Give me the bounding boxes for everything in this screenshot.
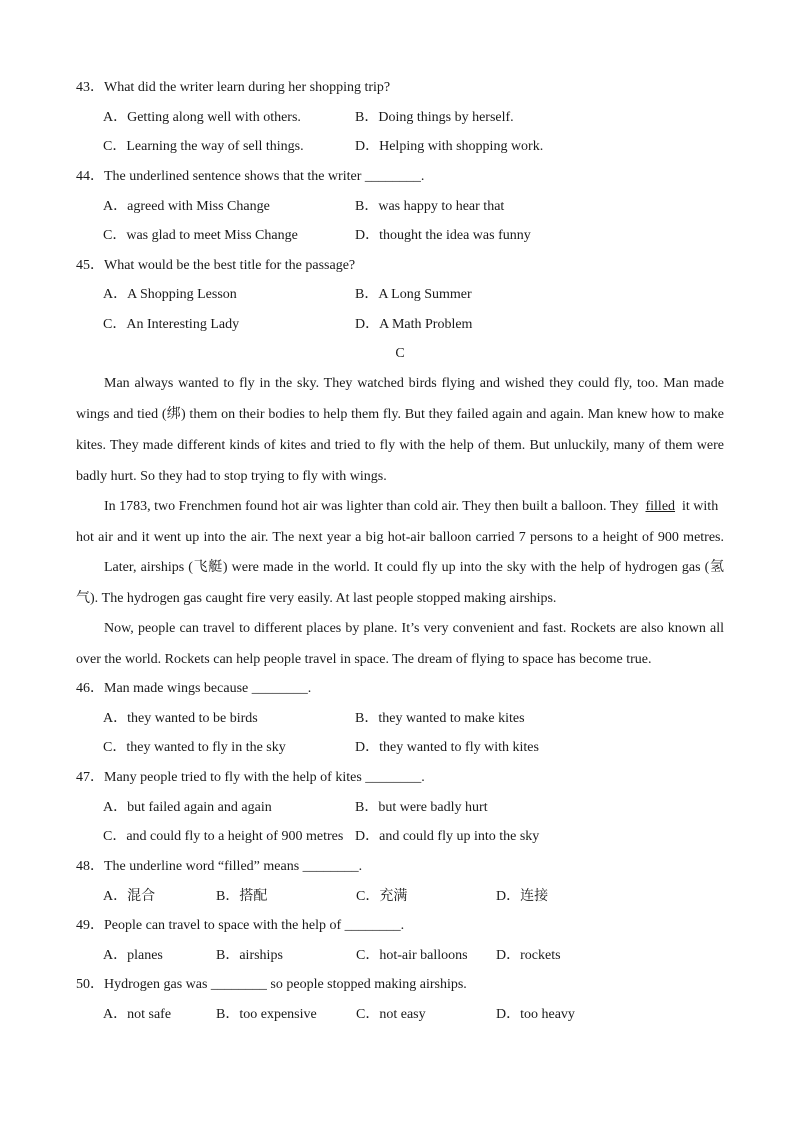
q47-option-c: C．and could fly to a height of 900 metres	[103, 829, 344, 844]
passage-p2-line-1	[104, 498, 724, 516]
question-46: 46．Man made wings because ________.	[76, 681, 312, 696]
q49-option-b: B．airships	[216, 948, 283, 963]
q44-option-c: C．was glad to meet Miss Change	[103, 228, 298, 243]
q45-option-a: A．A Shopping Lesson	[103, 287, 237, 302]
section-heading: C	[395, 346, 405, 361]
q49-option-a: A．planes	[103, 948, 163, 963]
passage-p1-line-1: Man always wanted to fly in the sky. They watched birds flying and wished they could fly, too. Man made	[104, 376, 724, 391]
question-45: 45．What would be the best title for the passage?	[76, 258, 356, 273]
passage-p2-text: In 1783, two Frenchmen found hot air was lighter than cold air. They then built a balloon. They	[104, 499, 639, 514]
q46-option-d: D．they wanted to fly with kites	[355, 740, 539, 755]
passage-p1-line-3: kites. They made different kinds of kites and tried to fly with the help of them. But unluckily, many of them were	[76, 438, 724, 453]
q44-option-b: B．was happy to hear that	[355, 199, 505, 214]
q45-option-c: C．An Interesting Lady	[103, 317, 240, 332]
question-43: 43．What did the writer learn during her shopping trip?	[76, 80, 391, 95]
passage-p1-line-4: badly hurt. So they had to stop trying to fly with wings.	[76, 469, 387, 484]
passage-p3-line-2: 气). The hydrogen gas caught fire very easily. At last people stopped making airships.	[76, 591, 557, 606]
q43-option-c: C．Learning the way of sell things.	[103, 139, 304, 154]
question-48: 48．The underline word “filled” means ________.	[76, 859, 363, 874]
q48-option-b: B．搭配	[216, 889, 268, 904]
question-50: 50．Hydrogen gas was ________ so people stopped making airships.	[76, 977, 467, 992]
q46-option-b: B．they wanted to make kites	[355, 711, 525, 726]
q45-option-d: D．A Math Problem	[355, 317, 473, 332]
passage-p3-line-1: Later, airships (飞艇) were made in the world. It could fly up into the sky with the help of hydrogen gas (氢	[104, 560, 724, 575]
q47-option-b: B．but were badly hurt	[355, 800, 488, 815]
q43-option-a: A．Getting along well with others.	[103, 110, 301, 125]
question-44: 44．The underlined sentence shows that the writer ________.	[76, 169, 425, 184]
q43-option-d: D．Helping with shopping work.	[355, 139, 544, 154]
q46-option-a: A．they wanted to be birds	[103, 711, 258, 726]
q43-option-b: B．Doing things by herself.	[355, 110, 514, 125]
underlined-word-filled: filled	[645, 499, 676, 514]
q50-option-a: A．not safe	[103, 1007, 172, 1022]
passage-p2-text-end: it with	[682, 499, 719, 514]
q44-option-d: D．thought the idea was funny	[355, 228, 531, 243]
passage-p4-line-1: Now, people can travel to different places by plane. It’s very convenient and fast. Rockets are also known all	[104, 621, 724, 636]
q48-option-d: D．连接	[496, 889, 549, 904]
q50-option-b: B．too expensive	[216, 1007, 317, 1022]
q46-option-c: C．they wanted to fly in the sky	[103, 740, 286, 755]
q48-option-a: A．混合	[103, 889, 156, 904]
q49-option-d: D．rockets	[496, 948, 561, 963]
q45-option-b: B．A Long Summer	[355, 287, 472, 302]
q44-option-a: A．agreed with Miss Change	[103, 199, 270, 214]
passage-p2-line-2: hot air and it went up into the air. The next year a big hot-air balloon carried 7 persons to a height of 900 metres.	[76, 530, 724, 545]
passage-p4-line-2: over the world. Rockets can help people travel in space. The dream of flying to space has become true.	[76, 652, 652, 667]
q49-option-c: C．hot-air balloons	[356, 948, 468, 963]
q48-option-c: C．充满	[356, 889, 408, 904]
q50-option-c: C．not easy	[356, 1007, 426, 1022]
question-47: 47．Many people tried to fly with the help of kites ________.	[76, 770, 425, 785]
passage-p1-line-2: wings and tied (绑) them on their bodies to help them fly. But they failed again and again. Man knew how to make	[76, 407, 724, 422]
q47-option-d: D．and could fly up into the sky	[355, 829, 540, 844]
q47-option-a: A．but failed again and again	[103, 800, 272, 815]
question-49: 49．People can travel to space with the help of ________.	[76, 918, 405, 933]
q50-option-d: D．too heavy	[496, 1007, 575, 1022]
